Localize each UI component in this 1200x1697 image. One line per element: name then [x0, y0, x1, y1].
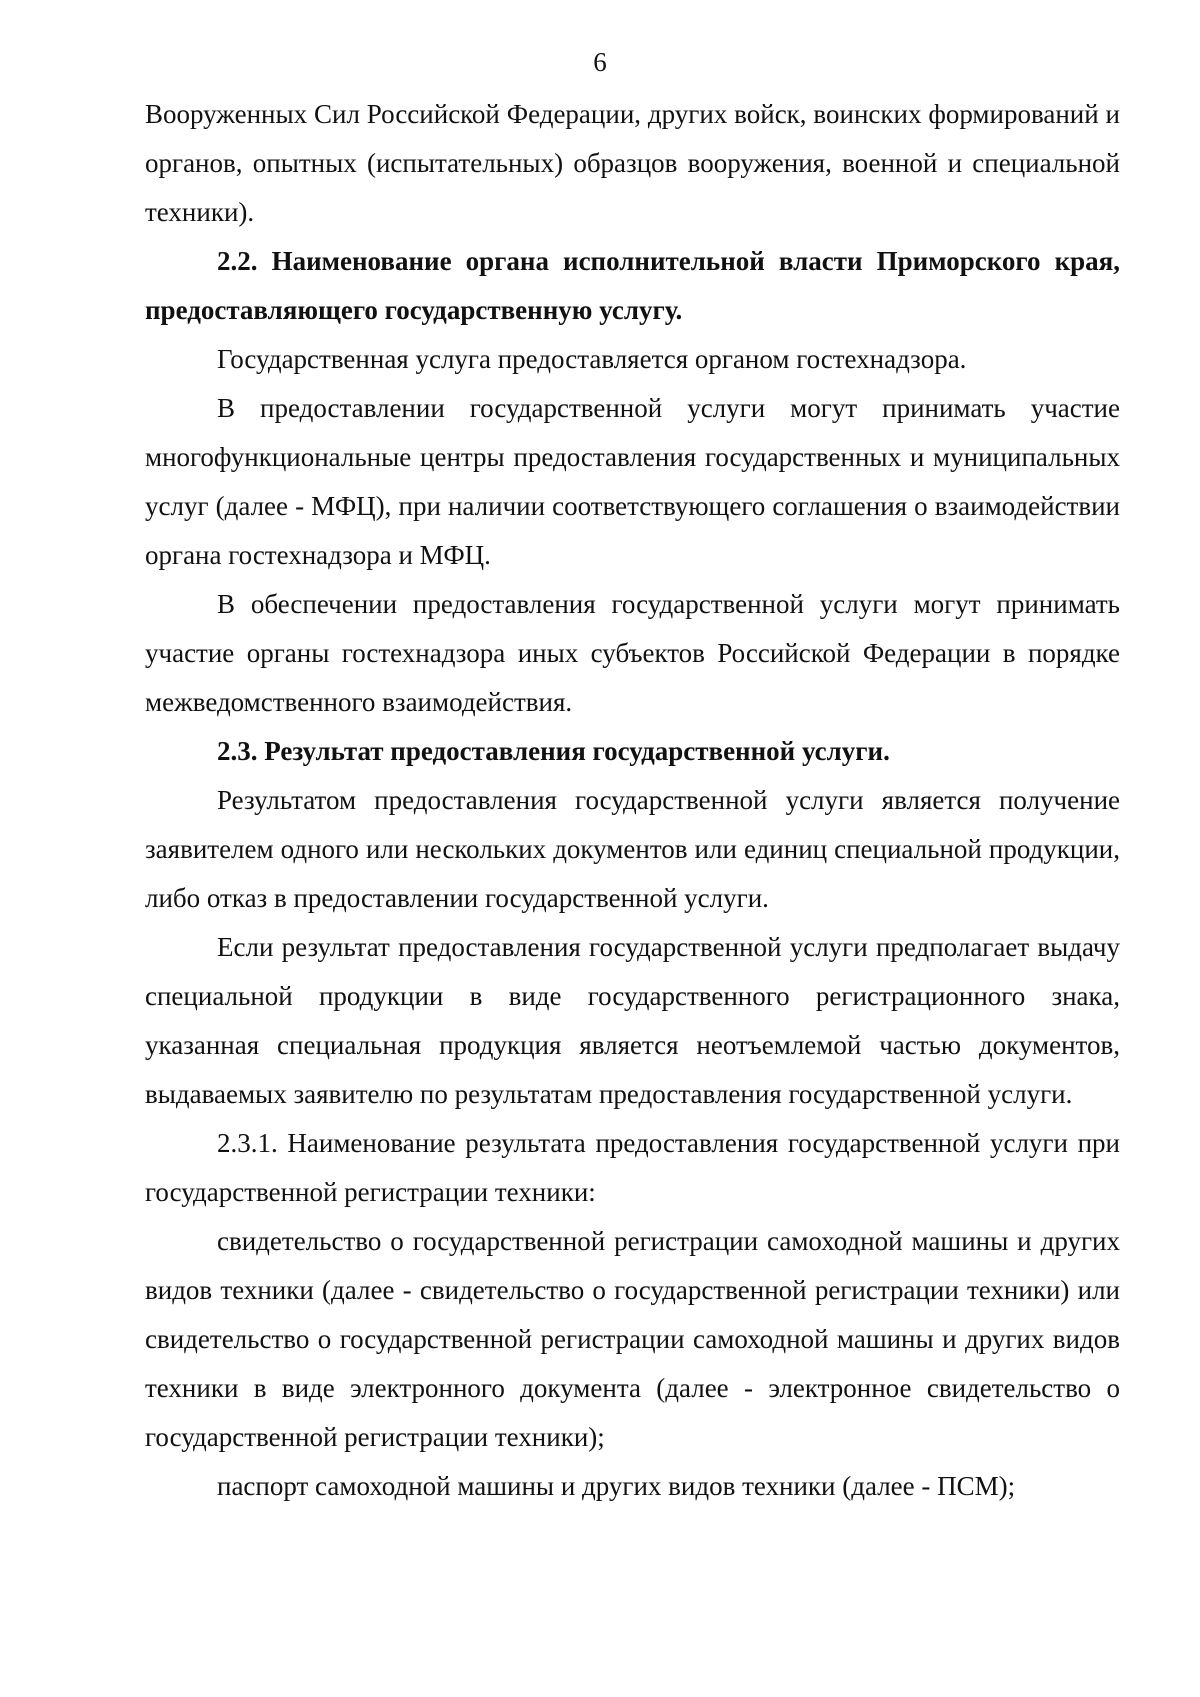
- paragraph: Результатом предоставления государственной услуги является получение заявителем одного или нескольких документов или единиц специальной продукции, либо отказ в предоставлении государственной услуги.: [145, 785, 1120, 913]
- section-heading-2-2: 2.2. Наименование органа исполнительной власти Приморского края, предоставляющего государственную услугу.: [145, 246, 1120, 325]
- paragraph: В предоставлении государственной услуги могут принимать участие многофункциональные центры предоставления государственных и муниципальных услуг (далее - МФЦ), при наличии соответствующего соглашения о взаимодействии органа гостехнадзора и МФЦ.: [145, 393, 1120, 570]
- paragraph: Если результат предоставления государственной услуги предполагает выдачу специальной продукции в виде государственного регистрационного знака, указанная специальная продукция является неотъемлемой частью документов, выдаваемых заявителю по результатам предоставления государственной услуги.: [145, 932, 1120, 1109]
- paragraph: 2.3.1. Наименование результата предоставления государственной услуги при государственной регистрации техники:: [145, 1128, 1120, 1207]
- page-number: 6: [593, 47, 607, 77]
- section-heading-2-3: 2.3. Результат предоставления государственной услуги.: [217, 736, 890, 766]
- document-body: [145, 90, 1120, 1511]
- paragraph: В обеспечении предоставления государственной услуги могут принимать участие органы гостехнадзора иных субъектов Российской Федерации в порядке межведомственного взаимодействия.: [145, 589, 1120, 717]
- paragraph-continuation: Вооруженных Сил Российской Федерации, других войск, воинских формирований и органов, опытных (испытательных) образцов вооружения, военной и специальной техники).: [145, 99, 1120, 227]
- paragraph: Государственная услуга предоставляется органом гостехнадзора.: [217, 344, 967, 374]
- list-item: свидетельство о государственной регистрации самоходной машины и других видов техники (далее - свидетельство о государственной регистрации техники) или свидетельство о государственной регистрации самоходной машины и других видов техники в виде электронного документа (далее - электронное свидетельство о государственной регистрации техники);: [145, 1226, 1120, 1452]
- list-item: паспорт самоходной машины и других видов техники (далее - ПСМ);: [217, 1471, 1016, 1501]
